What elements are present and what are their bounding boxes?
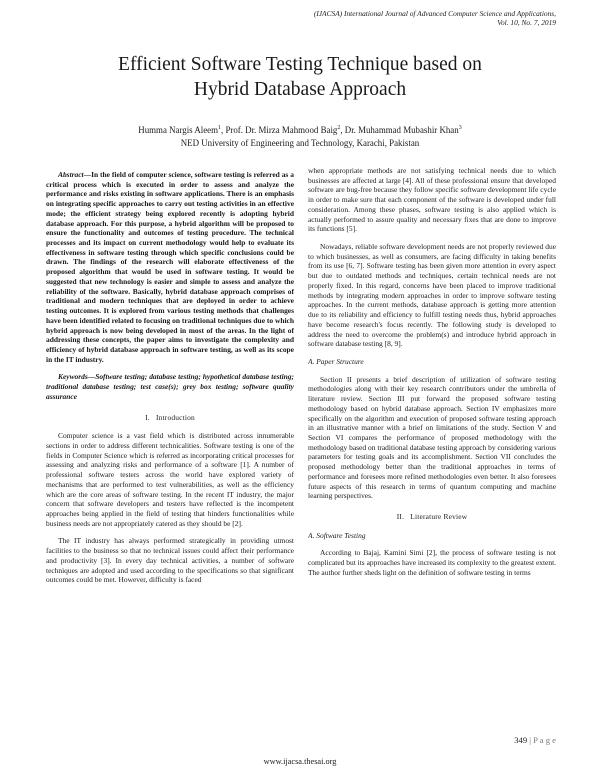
affiliation: NED University of Engineering and Technology, Karachi, Pakistan (180, 138, 420, 148)
section-heading-literature-review (308, 512, 556, 522)
section-heading-introduction (46, 413, 294, 423)
author-1: Humma Nargis Aleem (138, 125, 218, 135)
author-3-affil: 3 (458, 125, 462, 132)
keywords: Keywords—Software testing; database testing; hypothetical database testing; traditional database testing; test case(s); grey box testing; software quality assurance (46, 372, 294, 401)
author-2-affil: 2 (337, 125, 341, 132)
author-3: , Dr. Muhammad Mubashir Khan (340, 125, 459, 135)
page-word: P a g e (533, 735, 556, 745)
abstract-text: —In the field of computer science, software testing is referred as a critical process which is executed in order to assess and analyze the performance and risks existing in software applications. There is an emphasis on integrating specific approaches to carry out testing activities in an effective mode; the efficient strategy being explored recently is adopting hybrid database approach. For this purpose, a hybrid algorithm will be proposed to ensure the functionality and outcomes of testing procedure. The technical processes and its impact on current methodology would help to evaluate its effectiveness in software testing through which specific conclusions could be drawn. The findings of the research will elaborate effectiveness of the proposed algorithm that would be used in software testing. It would be suggested that new technology is easier and simple to assess and analyze the reliability of the software. Basically, hybrid database approach comprises of traditional and modern techniques that are deployed in order to achieve testing outcomes. It is explored from various testing methods that challenges have been identified related to focusing on traditional techniques due to which hybrid approach is now being developed in most of the areas. In the light of addressing these concepts, the paper aims to investigate the complexity and efficiency of hybrid database approach in software testing, as well as its scope in the IT industry. (46, 170, 294, 364)
subsection-heading: A. Software Testing (308, 530, 366, 540)
title-line-2: Hybrid Database Approach (193, 79, 407, 100)
title-line-1: Efficient Software Testing Technique based on (118, 54, 482, 75)
author-2: , Prof. Dr. Mirza Mahmood Baig (221, 125, 338, 135)
right-column (308, 166, 556, 718)
paragraph: when appropriate methods are not satisfying technical needs due to which businesses are affected at large [4]. All of these professional ensure that developed software are bug-free because they follow specific software development life cycle in order to make sure that each component of the software is developed under full consideration. Among these phases, software testing is also applied which is actually performed to assure quality and necessary fixes that are done to improve its functions [5]. (308, 166, 556, 234)
page-number-value: 349 (514, 735, 528, 745)
left-column (46, 170, 294, 718)
page-number (514, 735, 556, 745)
abstract (46, 170, 294, 364)
journal-url: www.ijacsa.thesai.org (263, 757, 337, 766)
author-list (20, 124, 580, 137)
subsection-heading: A. Paper Structure (308, 356, 364, 366)
section-title: Introduction (155, 412, 195, 422)
section-number: II. (396, 512, 405, 521)
paragraph: According to Bajaj, Kamini Simi [2], the process of software testing is not complicated but its approaches have increased its complexity to the greatest extent. The author further sheds light on the definition of software testing in terms (308, 548, 556, 577)
page-separator: | (527, 735, 534, 745)
section-number: I. (145, 412, 150, 422)
journal-name: (IJACSA) International Journal of Advanced Computer Science and Applications, (313, 9, 556, 18)
section-title: Literature Review (410, 512, 468, 521)
paragraph: Computer science is a vast field which is distributed across innumerable sections in order to address different technicalities. Software testing is one of the fields in Computer Science which is referred as incorporating critical processes for assessing and analyzing risks and performance of a software [1]. A number of professional software testers across the world have explored variety of mechanisms that are performed to test vulnerabilities, as well as the efficiency which are the core areas of software testing. In the recent IT industry, the major concern that software developers and testers have reflected is the incompetent approaches being applied in the field of testing that hinders functionalities while business needs are not appropriately catered as they should be [2]. (46, 431, 294, 528)
paragraph: Nowadays, reliable software development needs are not properly reviewed due to which businesses, as well as consumers, are facing difficulty in taking benefits from its use [6, 7]. Software testing has been given more attention in every aspect but due to outdated methods and techniques, certain technical needs are not properly fixed. In this regard, concerns have been placed to improve traditional methods by integrating modern approaches in order to improve software testing approaches. In the current methods, database approach is getting more attention due to its reliability and efficiency to fulfill testing needs thus, hybrid approaches have become research's focus recently. The following study is developed to address the need to overcome the problem(s) and introduce hybrid approach in software database testing [8, 9]. (308, 242, 556, 349)
paper-title (40, 52, 560, 102)
journal-volume: Vol. 10, No. 7, 2019 (497, 18, 556, 28)
author-1-affil: 1 (218, 125, 221, 132)
paragraph: The IT industry has always performed strategically in providing utmost facilities to the business so that no technical issues could affect their performance and productivity [3]. In every day technical activities, a number of software techniques are adopted and used according to the specifications so that significant outcomes could be met. However, difficulty is faced (46, 536, 294, 585)
author-block (20, 124, 580, 150)
journal-header (314, 9, 556, 28)
abstract-label: Abstract (58, 170, 84, 179)
paragraph: Section II presents a brief description of utilization of software testing methodologies along with their key research contributors under the umbrella of literature review. Section III put forward the proposed software testing methodology based on hybrid database approach. Section IV emphasizes more specifically on the algorithm and execution of proposed software testing approach in an illustrative manner with a brief on limitations of the study. Section V and Section VI compares the performance of proposed methodology with the methodology based on traditional database testing approach by considering various parameters for testing goals and its accomplishment. Section VII concludes the proposed methodology better than the traditional approaches in terms of performance and foresees more refined methodologies even better. It also foresees future aspects of this research in terms of quantum computing and machine learning perspectives. (308, 374, 556, 501)
